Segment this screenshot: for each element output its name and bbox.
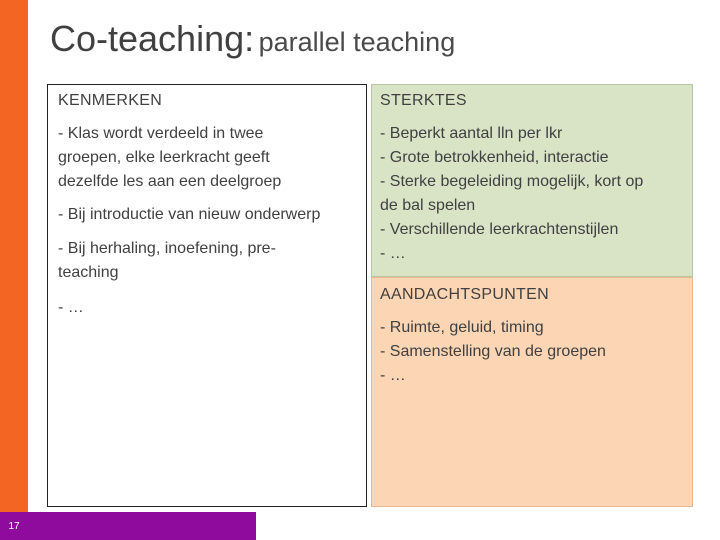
kenmerken-item: - Bij herhaling, inoefening, pre- teaching [58, 240, 276, 281]
aandachtspunten-list: - Ruimte, geluid, timing - Samenstelling van de groepen - … [380, 319, 606, 384]
aandachtspunten-heading: AANDACHTSPUNTEN [380, 286, 549, 303]
kenmerken-heading: KENMERKEN [58, 92, 163, 109]
aandachtspunten-panel [371, 277, 693, 507]
sterktes-heading: STERKTES [380, 92, 467, 109]
kenmerken-item: - Klas wordt verdeeld in twee groepen, elke leerkracht geeft dezelfde les aan een deelgroep [58, 125, 282, 190]
kenmerken-item: - … [58, 299, 84, 316]
kenmerken-item: - Bij introductie van nieuw onderwerp [58, 206, 321, 223]
sterktes-list: - Beperkt aantal lln per lkr - Grote betrokkenheid, interactie - Sterke begeleiding mogelijk, kort op de bal spelen - Verschillende leerkrachtenstijlen - … [380, 125, 644, 262]
slide-title-main: Co-teaching: [50, 18, 255, 59]
page-number: 17 [8, 520, 20, 532]
footer-bar [0, 512, 256, 540]
sterktes-panel [371, 84, 693, 277]
left-accent-bar [0, 0, 28, 512]
kenmerken-panel [47, 84, 367, 507]
slide-title [50, 18, 455, 60]
slide-title-sub: parallel teaching [258, 27, 456, 57]
